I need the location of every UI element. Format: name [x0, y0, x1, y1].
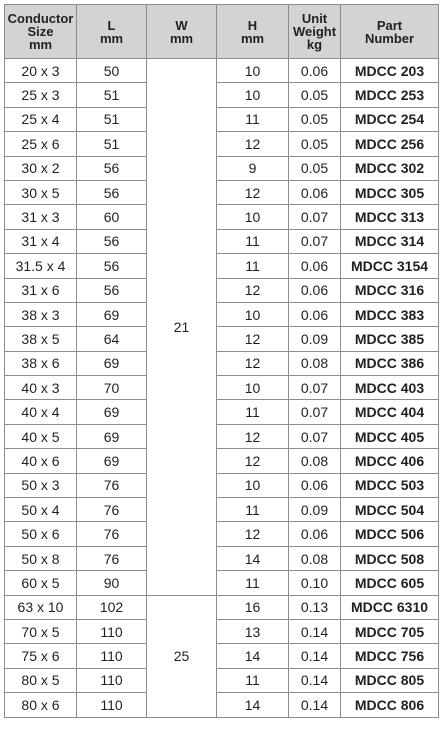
cell-h: 11 — [217, 254, 289, 278]
cell-wt: 0.06 — [289, 180, 341, 204]
table-row — [5, 522, 439, 546]
table-row — [5, 156, 439, 180]
cell-part: MDCC 605 — [341, 571, 439, 595]
cell-part: MDCC 256 — [341, 132, 439, 156]
column-header-part — [341, 5, 439, 59]
cell-part: MDCC 508 — [341, 546, 439, 570]
cell-size: 31 x 3 — [5, 205, 77, 229]
table-row — [5, 619, 439, 643]
cell-wt: 0.06 — [289, 522, 341, 546]
cell-h: 11 — [217, 498, 289, 522]
table-body — [5, 59, 439, 718]
column-header-w — [147, 5, 217, 59]
cell-h: 14 — [217, 546, 289, 570]
cell-part: MDCC 316 — [341, 278, 439, 302]
cell-wt: 0.14 — [289, 693, 341, 717]
cell-part: MDCC 406 — [341, 449, 439, 473]
cell-wt: 0.14 — [289, 668, 341, 692]
cell-h: 12 — [217, 278, 289, 302]
cell-size: 40 x 6 — [5, 449, 77, 473]
cell-h: 13 — [217, 619, 289, 643]
cell-size: 40 x 3 — [5, 376, 77, 400]
cell-part: MDCC 3154 — [341, 254, 439, 278]
cell-wt: 0.09 — [289, 498, 341, 522]
cell-l: 110 — [77, 619, 147, 643]
cell-wt: 0.06 — [289, 473, 341, 497]
cell-w: 25 — [147, 595, 217, 717]
cell-size: 50 x 3 — [5, 473, 77, 497]
column-header-size — [5, 5, 77, 59]
cell-size: 70 x 5 — [5, 619, 77, 643]
column-header-line: Size — [27, 24, 54, 39]
cell-wt: 0.08 — [289, 351, 341, 375]
header-row — [5, 5, 439, 59]
cell-h: 12 — [217, 351, 289, 375]
cell-h: 10 — [217, 376, 289, 400]
table-row — [5, 205, 439, 229]
table-row — [5, 229, 439, 253]
cell-size: 25 x 4 — [5, 107, 77, 131]
cell-wt: 0.08 — [289, 546, 341, 570]
cell-part: MDCC 756 — [341, 644, 439, 668]
cell-size: 31 x 6 — [5, 278, 77, 302]
cell-wt: 0.06 — [289, 59, 341, 83]
cell-wt: 0.06 — [289, 278, 341, 302]
column-header-line: Unit — [301, 11, 328, 26]
cell-part: MDCC 506 — [341, 522, 439, 546]
cell-h: 11 — [217, 571, 289, 595]
cell-h: 10 — [217, 302, 289, 326]
cell-size: 25 x 3 — [5, 83, 77, 107]
cell-size: 60 x 5 — [5, 571, 77, 595]
cell-h: 10 — [217, 83, 289, 107]
column-header-line: Conductor — [7, 11, 74, 26]
table-row — [5, 668, 439, 692]
cell-size: 40 x 4 — [5, 400, 77, 424]
table-row — [5, 449, 439, 473]
cell-h: 10 — [217, 205, 289, 229]
cell-wt: 0.05 — [289, 132, 341, 156]
cell-wt: 0.06 — [289, 254, 341, 278]
column-header-line: Weight — [292, 24, 337, 39]
cell-size: 31 x 4 — [5, 229, 77, 253]
table-row — [5, 644, 439, 668]
table-row — [5, 59, 439, 83]
table-row — [5, 400, 439, 424]
table-row — [5, 595, 439, 619]
cell-h: 10 — [217, 473, 289, 497]
cell-h: 12 — [217, 180, 289, 204]
cell-l: 69 — [77, 449, 147, 473]
cell-h: 9 — [217, 156, 289, 180]
cell-part: MDCC 805 — [341, 668, 439, 692]
cell-part: MDCC 302 — [341, 156, 439, 180]
column-header-line: mm — [28, 37, 53, 52]
cell-h: 16 — [217, 595, 289, 619]
cell-h: 11 — [217, 668, 289, 692]
cell-l: 50 — [77, 59, 147, 83]
cell-l: 110 — [77, 693, 147, 717]
cell-part: MDCC 403 — [341, 376, 439, 400]
cell-part: MDCC 6310 — [341, 595, 439, 619]
cell-wt: 0.05 — [289, 156, 341, 180]
column-header-line: L — [107, 17, 116, 33]
cell-wt: 0.07 — [289, 205, 341, 229]
cell-wt: 0.05 — [289, 107, 341, 131]
table-row — [5, 107, 439, 131]
cell-h: 14 — [217, 693, 289, 717]
cell-size: 30 x 2 — [5, 156, 77, 180]
cell-wt: 0.14 — [289, 644, 341, 668]
table-row — [5, 83, 439, 107]
cell-h: 10 — [217, 59, 289, 83]
cell-h: 12 — [217, 327, 289, 351]
cell-l: 60 — [77, 205, 147, 229]
cell-l: 110 — [77, 644, 147, 668]
cell-part: MDCC 305 — [341, 180, 439, 204]
table-row — [5, 473, 439, 497]
table-header — [5, 5, 439, 59]
cell-size: 50 x 6 — [5, 522, 77, 546]
cell-wt: 0.07 — [289, 424, 341, 448]
cell-l: 56 — [77, 156, 147, 180]
cell-l: 76 — [77, 522, 147, 546]
table-row — [5, 302, 439, 326]
column-header-line: mm — [169, 30, 194, 46]
cell-l: 64 — [77, 327, 147, 351]
cell-part: MDCC 254 — [341, 107, 439, 131]
cell-w: 21 — [147, 59, 217, 596]
cell-l: 56 — [77, 180, 147, 204]
cell-l: 56 — [77, 229, 147, 253]
cell-part: MDCC 314 — [341, 229, 439, 253]
cell-l: 69 — [77, 351, 147, 375]
cell-size: 50 x 8 — [5, 546, 77, 570]
cell-size: 38 x 5 — [5, 327, 77, 351]
column-header-line: Number — [364, 30, 415, 46]
cell-wt: 0.07 — [289, 400, 341, 424]
cell-l: 76 — [77, 473, 147, 497]
cell-size: 20 x 3 — [5, 59, 77, 83]
cell-size: 80 x 5 — [5, 668, 77, 692]
table-row — [5, 498, 439, 522]
cell-h: 11 — [217, 229, 289, 253]
cell-l: 69 — [77, 400, 147, 424]
table-row — [5, 132, 439, 156]
cell-size: 63 x 10 — [5, 595, 77, 619]
cell-part: MDCC 504 — [341, 498, 439, 522]
cell-size: 25 x 6 — [5, 132, 77, 156]
cell-part: MDCC 404 — [341, 400, 439, 424]
table-row — [5, 278, 439, 302]
cell-part: MDCC 386 — [341, 351, 439, 375]
cell-wt: 0.06 — [289, 302, 341, 326]
cell-wt: 0.07 — [289, 229, 341, 253]
cell-size: 30 x 5 — [5, 180, 77, 204]
cell-l: 51 — [77, 132, 147, 156]
column-header-line: H — [247, 17, 258, 33]
cell-wt: 0.05 — [289, 83, 341, 107]
cell-l: 90 — [77, 571, 147, 595]
cell-l: 70 — [77, 376, 147, 400]
cell-l: 51 — [77, 107, 147, 131]
cell-size: 40 x 5 — [5, 424, 77, 448]
column-header-line: mm — [240, 30, 265, 46]
cell-h: 14 — [217, 644, 289, 668]
table-row — [5, 571, 439, 595]
cell-part: MDCC 503 — [341, 473, 439, 497]
cell-wt: 0.08 — [289, 449, 341, 473]
table-row — [5, 424, 439, 448]
cell-l: 51 — [77, 83, 147, 107]
column-header-line: kg — [306, 37, 323, 52]
cell-wt: 0.13 — [289, 595, 341, 619]
column-header-line: Part — [376, 17, 403, 33]
cell-part: MDCC 806 — [341, 693, 439, 717]
cell-size: 50 x 4 — [5, 498, 77, 522]
cell-part: MDCC 385 — [341, 327, 439, 351]
table-row — [5, 376, 439, 400]
table-row — [5, 546, 439, 570]
cell-wt: 0.10 — [289, 571, 341, 595]
cell-part: MDCC 203 — [341, 59, 439, 83]
cell-l: 76 — [77, 498, 147, 522]
column-header-h — [217, 5, 289, 59]
cell-h: 12 — [217, 132, 289, 156]
cell-part: MDCC 383 — [341, 302, 439, 326]
product-table — [4, 4, 439, 718]
table-row — [5, 180, 439, 204]
cell-h: 12 — [217, 424, 289, 448]
cell-l: 69 — [77, 424, 147, 448]
cell-size: 80 x 6 — [5, 693, 77, 717]
cell-part: MDCC 405 — [341, 424, 439, 448]
cell-part: MDCC 705 — [341, 619, 439, 643]
table-row — [5, 327, 439, 351]
column-header-line: mm — [99, 30, 124, 46]
cell-part: MDCC 313 — [341, 205, 439, 229]
cell-l: 69 — [77, 302, 147, 326]
cell-size: 31.5 x 4 — [5, 254, 77, 278]
cell-l: 110 — [77, 668, 147, 692]
cell-l: 56 — [77, 254, 147, 278]
cell-wt: 0.14 — [289, 619, 341, 643]
table-row — [5, 254, 439, 278]
cell-l: 56 — [77, 278, 147, 302]
cell-size: 38 x 6 — [5, 351, 77, 375]
cell-l: 102 — [77, 595, 147, 619]
cell-h: 12 — [217, 449, 289, 473]
cell-size: 75 x 6 — [5, 644, 77, 668]
column-header-l — [77, 5, 147, 59]
cell-size: 38 x 3 — [5, 302, 77, 326]
cell-h: 11 — [217, 400, 289, 424]
cell-h: 11 — [217, 107, 289, 131]
cell-wt: 0.07 — [289, 376, 341, 400]
cell-wt: 0.09 — [289, 327, 341, 351]
cell-h: 12 — [217, 522, 289, 546]
table-row — [5, 693, 439, 717]
cell-part: MDCC 253 — [341, 83, 439, 107]
column-header-wt — [289, 5, 341, 59]
table-row — [5, 351, 439, 375]
cell-l: 76 — [77, 546, 147, 570]
column-header-line: W — [175, 17, 188, 33]
